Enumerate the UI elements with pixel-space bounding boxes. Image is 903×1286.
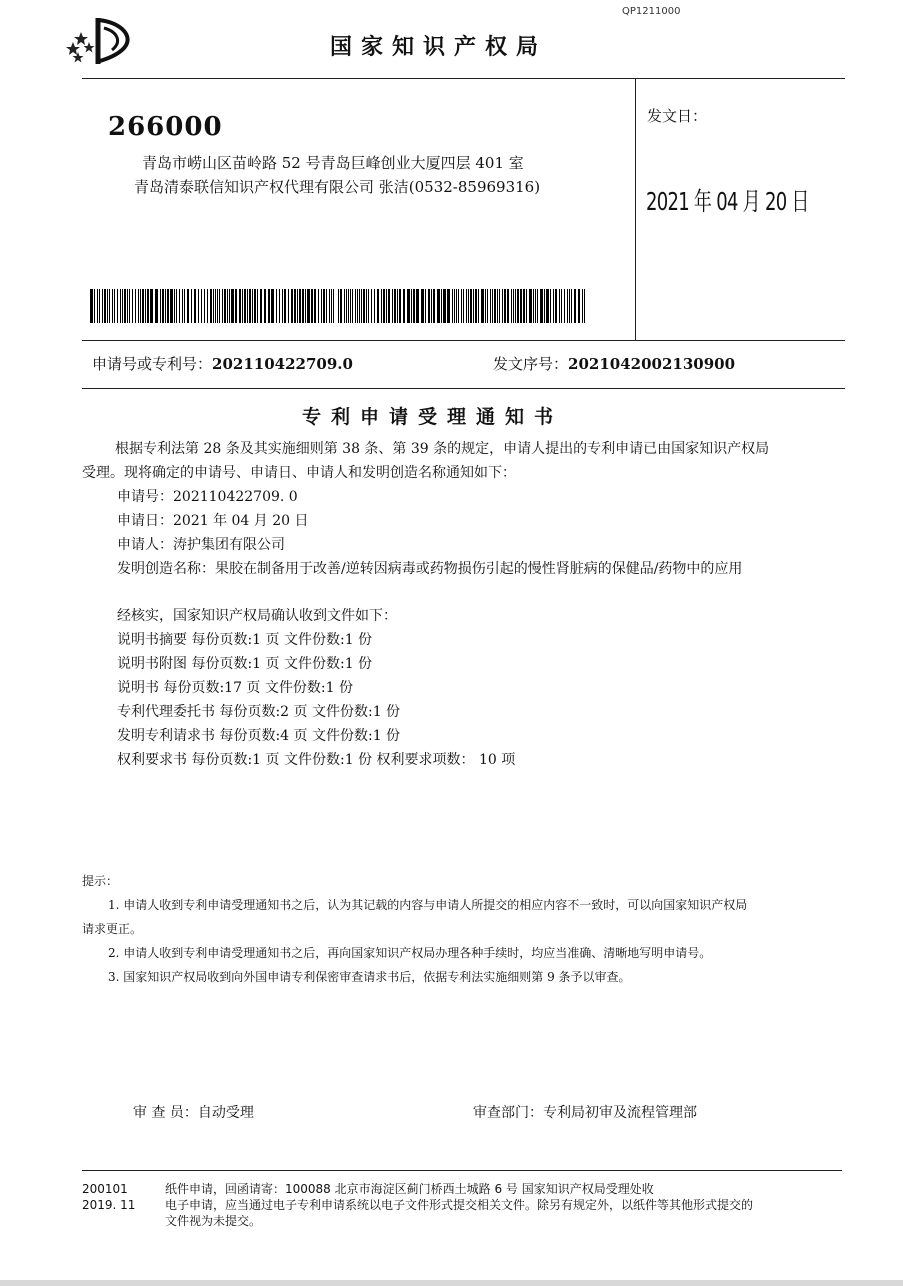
- document-number-label: 发文序号：: [493, 355, 569, 373]
- document-number: 2021042002130900: [568, 355, 736, 373]
- document-item: 说明书附图 每份页数:1 页 文件份数:1 份: [117, 656, 373, 672]
- issue-date: 2021 年 04 月 20 日: [646, 187, 809, 216]
- document-item: 说明书 每份页数:17 页 文件份数:1 份: [117, 680, 353, 696]
- cnipa-logo: [64, 12, 136, 68]
- examiner: 审 查 员：自动受理: [133, 1105, 254, 1121]
- document-item: 权利要求书 每份页数:1 页 文件份数:1 份 权利要求项数： 10 项: [117, 752, 516, 768]
- electronic-filing-note-cont: 文件视为未提交。: [165, 1214, 262, 1228]
- field-filing-date: 申请日：2021 年 04 月 20 日: [117, 513, 309, 529]
- field-invention-title: 发明创造名称：果胶在制备用于改善/逆转因病毒或药物损伤引起的慢性肾脏病的保健品/药物中的应用: [117, 561, 743, 577]
- date-column-divider: [635, 78, 636, 340]
- notice-title: 专利申请受理通知书: [302, 406, 564, 428]
- office-name: 国家知识产权局: [330, 35, 548, 60]
- verify-intro: 经核实，国家知识产权局确认收到文件如下：: [117, 608, 397, 624]
- intro-line-2: 受理。现将确定的申请号、申请日、申请人和发明创造名称通知如下：: [82, 465, 516, 481]
- barcode-document: [338, 289, 588, 323]
- footer-rule: [82, 1170, 842, 1171]
- department: 审查部门：专利局初审及流程管理部: [473, 1105, 697, 1121]
- page-bottom-edge: [0, 1280, 903, 1286]
- form-number: 200101: [82, 1182, 128, 1196]
- postcode: 266000: [108, 112, 223, 142]
- paper-filing-note: 纸件申请，回函请寄：100088 北京市海淀区蓟门桥西土城路 6 号 国家知识产权局受理处收: [165, 1182, 654, 1196]
- field-application-number: 申请号：202110422709. 0: [117, 489, 298, 505]
- agency-contact: 青岛清泰联信知识产权代理有限公司 张洁(0532-85969316): [134, 178, 541, 196]
- tip-item-1: 1. 申请人收到专利申请受理通知书之后，认为其记载的内容与申请人所提交的相应内容不一致时，可以向国家知识产权局: [108, 898, 748, 912]
- document-item: 发明专利请求书 每份页数:4 页 文件份数:1 份: [117, 728, 401, 744]
- field-applicant: 申请人：涛护集团有限公司: [117, 537, 285, 553]
- tip-item-1-cont: 请求更正。: [82, 922, 143, 936]
- form-code: QP1211000: [622, 6, 681, 17]
- intro-line-1: 根据专利法第 28 条及其实施细则第 38 条、第 39 条的规定，申请人提出的专利申请已由国家知识产权局: [115, 441, 770, 457]
- application-number-label: 申请号或专利号：: [92, 355, 213, 373]
- recipient-address: 青岛市崂山区苗岭路 52 号青岛巨峰创业大厦四层 401 室: [142, 154, 524, 172]
- document-item: 专利代理委托书 每份页数:2 页 文件份数:1 份: [117, 704, 401, 720]
- application-number: 202110422709.0: [212, 355, 353, 373]
- header-rule: [82, 78, 845, 79]
- form-version: 2019. 11: [82, 1198, 136, 1212]
- issue-date-label: 发文日：: [647, 107, 708, 125]
- electronic-filing-note: 电子申请，应当通过电子专利申请系统以电子文件形式提交相关文件。除另有规定外，以纸件等其他形式提交的: [165, 1198, 754, 1212]
- numbers-top-rule: [82, 340, 845, 341]
- tips-heading: 提示：: [82, 874, 119, 888]
- tip-item-3: 3. 国家知识产权局收到向外国申请专利保密审查请求书后，依据专利法实施细则第 9 条予以审查。: [108, 970, 631, 984]
- numbers-bottom-rule: [82, 388, 845, 389]
- document-item: 说明书摘要 每份页数:1 页 文件份数:1 份: [117, 632, 373, 648]
- application-number-row: [92, 354, 353, 374]
- document-number-row: [493, 354, 735, 374]
- tip-item-2: 2. 申请人收到专利申请受理通知书之后，再向国家知识产权局办理各种手续时，均应当准确、清晰地写明申请号。: [108, 946, 712, 960]
- barcode-application: [90, 289, 336, 323]
